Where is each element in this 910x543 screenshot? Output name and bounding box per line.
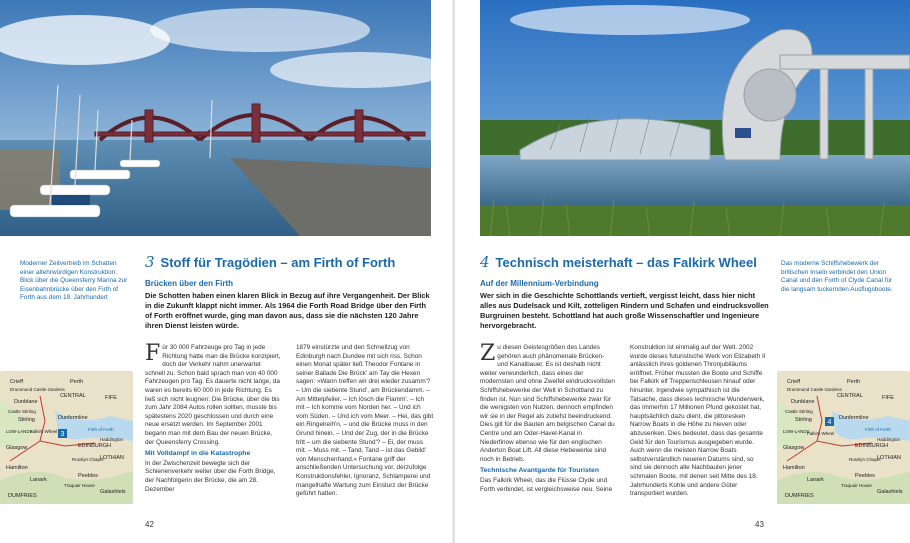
map-label: Falkirk Wheel [807,431,835,436]
photo-caption: Das moderne Schiffshebewerk der britischen Inseln verbindet den Union Canal und den Forth of Clyde Canal für die langsam tuckernden Ausflugsboote. [781,260,893,293]
map-label: Galashiels [877,489,903,495]
map-label: Dunblane [791,399,815,405]
map-label: Haddington [100,437,124,442]
map-label: CENTRAL [837,393,863,399]
map-marker-number: 4 [827,419,832,426]
body-text: Das Falkirk Wheel, das die Flüsse Clyde und Forth verbindet, ist vergleichsweise neu. Seine [480,476,613,493]
column-heading: Mit Volldampf in die Katastrophe [145,450,251,458]
map-label: Castle Stirling [785,409,813,414]
map-label: Lanark [30,477,47,483]
subheading: Auf der Millennium-Verbindung [480,279,599,288]
map-label: FIFE [105,395,117,401]
section-heading [145,253,395,271]
column-heading: Technische Avantgarde für Touristen [480,467,599,475]
map-label: Lanark [807,477,824,483]
map-label: LOW-LANDS [6,429,33,434]
map-label: LOTHIAN [877,455,901,461]
map-label: Firth of Forth [865,427,891,432]
map-label: EDINBURGH [855,443,889,449]
map-label: Hamilton [783,465,805,471]
forth-bridge-photo-graphic [0,0,431,236]
map-label: Stirling [18,417,35,423]
map-label: LOTHIAN [100,455,124,461]
map-label: DUMFRIES [8,493,37,499]
body-text: u diesen Geistesgrößen des Landes gehören auch phänomenale Brücken- und Kanalbauer. Es ist deshalb nicht weiter verwunderlich, dass eines der modernsten und ohne Zweifel eindrucksvollsten Schiffshebewerke der Welt in Schottland zu finden ist. Nun sind Schiffshebewerke zwar für die wenigsten von Nutzen, dennoch empfinden wir sie in der Regel als zutiefst beeindruckend. Dies gilt für die Bauten am belgischen Canal du Centre und am Oder-Havel-Kanal in Niederfinow ebenso wie für den englischen Anderton Boat Lift. All diese Hebewerke sind noch in Betrieb. [480,344,615,463]
map-label: Traquair House [841,483,872,488]
map-label: CENTRAL [60,393,86,399]
body-text: 1879 einstürzte und den Schnellzug von Edinburgh nach Dundee mit sich riss. Schon einen Monat später ließ Theodor Fontane in seiner Ballade Die Brück' am Tay die Hexen sagen: »Wann treffen wir drei wieder zusamm'? – Um die siebente Stund', am Brückendamm. – Am Mittelpfeiler. – Ich lösch die Flamm'. – Ich mit – Ich komme vom Norden her. – Und ich vom Süden. – Und ich vom Meer. – Hei, das gibt ein Ringelreih'n, – und die Brücke muss in den Grund hinein. – Und der Zug, der in die Brücke tritt – um die siebente Stund'? – Ei, der muss mit. – Muss mit. – Tand, Tand – ist das Gebild' von Menschenhand.« Fontane griff der anschließenden Untersuchung vor, derzufolge Konstruktionsfehler, Ignoranz, Schlamperei und mangelhafte Wartung zum Einsturz der Brücke geführt hatten. [296,344,434,498]
map-label: DUMFRIES [785,493,814,499]
map-label: FIFE [882,395,894,401]
map-label: Traquair House [64,483,95,488]
map-label: Drummond Castle Gardens [10,387,65,392]
map-label: Rosslyn Chapel [72,457,104,462]
map-label: Firth of Forth [88,427,114,432]
map-label: Dunblane [14,399,38,405]
map-label: Hamilton [6,465,28,471]
map-label: Crieff [10,379,24,385]
body-column-1 [145,341,281,494]
body-text: In der Zwischenzeit bewegte sich der Schienenverkehr weiter über die Forth Bridge, der Nachfolgerin der Brücke, die am 28. Dezember [145,459,276,493]
section-number: 4 [480,253,490,271]
region-map-right [777,371,910,504]
lead-paragraph: Die Schotten haben einen klaren Blick in Bezug auf ihre Vergangenheit. Der Blick in die Zukunft klappt nicht immer. Als 1964 die Forth Road Bridge über den Firth of Forth eröffnet wurde, ging man davon aus, dass sie die nächsten 120 Jahre ihren Dienst leisten würde. [145,291,430,330]
map-label: Galashiels [100,489,126,495]
map-label: Glasgow [6,445,28,451]
map-graphic [0,371,133,504]
region-map-left [0,371,133,504]
map-label: Castle Stirling [8,409,36,414]
map-label: Perth [70,379,84,385]
body-column-1 [480,341,616,494]
section-number: 3 [145,253,155,271]
map-label: Crieff [787,379,801,385]
forth-bridge-photo [0,0,431,236]
body-text: ür 30 000 Fahrzeuge pro Tag in jede Richtung hatte man die Brücke konzipiert, doch der Verkehr nahm unerwartet schnell zu. Schon bald sprach man von 40 000 Fahrzeugen pro Tag. Es dauerte nicht lange, da waren es bereits 60 000 in jede Richtung. Es ließ sich nicht leugnen: Die Brücke, über die bis zum Jahr 2084 Autos rollen sollten, musste bis spätestens 2020 geschlossen und durch eine neue ersetzt werden. Im September 2001 begann man mit dem Bau der neuen Brücke, der Queensferry Crossing. [145,344,281,446]
page-number: 43 [755,520,764,529]
map-marker-number: 3 [60,431,65,438]
map-label: Drummond Castle Gardens [787,387,842,392]
section-title: Technisch meisterhaft – das Falkirk Wheel [495,255,757,270]
lead-paragraph: Wer sich in die Geschichte Schottlands vertieft, vergisst leicht, dass hier nicht alles aus Dudelsack und Kilt, zotteligen Rindern und Schafen und eindrucksvollen Burgruinen besteht. Schottland hat auch große Wissenschaftler und Ingenieure hervorgebracht. [480,291,769,330]
map-label: Haddington [877,437,901,442]
map-label: Peebles [78,473,98,479]
falkirk-wheel-photo [480,0,910,236]
body-column-2 [630,344,766,499]
body-column-2 [296,344,434,499]
drop-cap: F [145,341,161,366]
section-title: Stoff für Tragödien – am Firth of Forth [160,255,396,270]
map-graphic [777,371,910,504]
map-label: Falkirk Wheel [30,429,58,434]
map-label: Peebles [855,473,875,479]
map-label: Perth [847,379,861,385]
map-label: Glasgow [783,445,805,451]
subheading: Brücken über den Firth [145,279,234,288]
map-label: Rosslyn Chapel [849,457,881,462]
page-number: 42 [145,520,154,529]
right-page [455,0,910,543]
map-label: LOW-LANDS [783,429,810,434]
map-label: Dunfermline [839,415,869,421]
body-text: Konstruktion ist einmalig auf der Welt. 2002 wurde dieses futuristische Werk von Elizabeth II anlässlich ihres goldenen Thronjubiläums eröffnet. Früher mussten die Boote und Schiffe bei Falkirk elf Treppenschleusen hinauf oder hinunter. Irgendwie sympathisch ist die Tatsache, dass dieses technische Wunderwerk, das immerhin 17 Millionen Pfund gekostet hat, hauptsächlich dazu dient, die pittoresken Narrow Boats in die Höhe zu hieven oder abzusenken. Dies bedeutet, dass das gesamte Geld für den Tourismus ausgegeben wurde. Auch wenn die meisten Narrow Boats selbstverständlich neueren Datums sind, so sind sie dennoch alle Nachbauten jener schmalen Boote, mit denen seit Mitte des 18. Jahrhunderts Kohle und andere Güter transportiert wurden. [630,344,766,498]
photo-caption: Moderner Zeitvertreib im Schatten einer altehrwürdigen Konstruktion: Blick über die Queensferry Marina zur Eisenbahnbrücke über den Firth of Forth aus dem 19. Jahrhundert [20,260,128,302]
drop-cap: Z [480,341,496,366]
map-label: EDINBURGH [78,443,112,449]
map-label: Dunfermline [58,415,88,421]
falkirk-wheel-photo-graphic [480,0,910,236]
section-heading [480,253,757,271]
map-label: Stirling [795,417,812,423]
